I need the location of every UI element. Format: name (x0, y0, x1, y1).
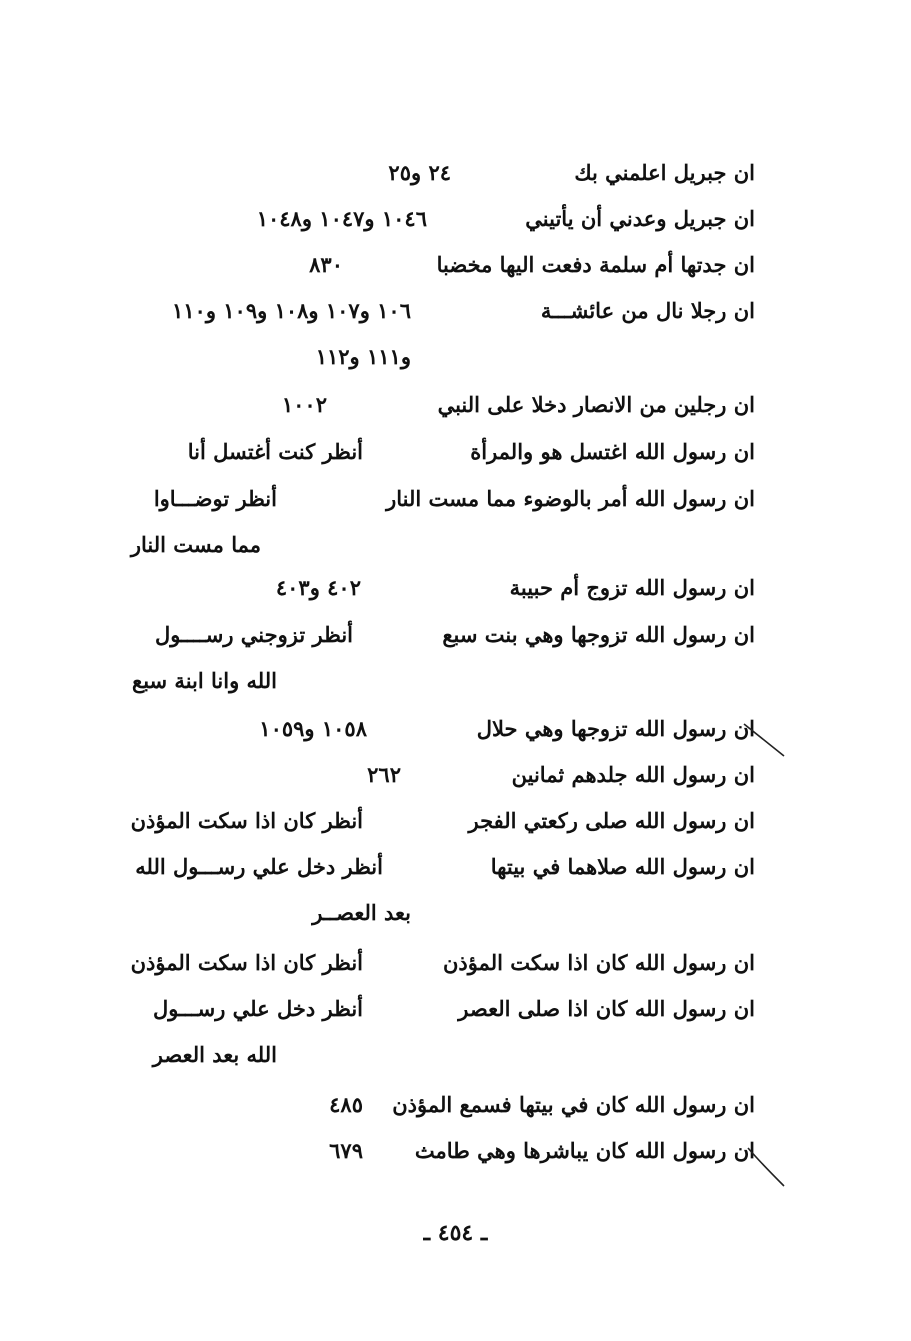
entry-reference: ٨٣٠ (309, 252, 343, 277)
entry-reference: ١٠٠٢ (281, 392, 327, 417)
entry-text: ان رسول الله اغتسل هو والمرأة (470, 439, 755, 464)
entry-text: ان رسول الله كان اذا سكت المؤذن (442, 950, 755, 975)
entry-text: ان رسول الله كان في بيتها فسمع المؤذن (392, 1092, 755, 1117)
entry-reference: أنظر كنت أغتسل أنا (187, 439, 363, 464)
entry-reference: ٤٨٥ (329, 1092, 363, 1117)
entry-reference: أنظر تزوجني رســــول (155, 622, 353, 647)
entry-reference: ٢٦٢ (367, 762, 401, 787)
entry-reference: ١٠٦ و١٠٧ و١٠٨ و١٠٩ و١١٠ (171, 298, 411, 323)
pen-tick-mark (740, 718, 790, 763)
entry-reference: ٦٧٩ (329, 1138, 363, 1163)
entry-text: ان جبريل وعدني أن يأتيني (525, 206, 755, 231)
entry-reference-continued: مما مست النار (130, 532, 261, 557)
entry-text: ان جبريل اعلمني بك (574, 160, 755, 185)
entry-text: ان رسول الله تزوج أم حبيبة (509, 575, 755, 600)
entry-reference: أنظر توضـــاوا (153, 486, 277, 511)
entry-text: ان رجلين من الانصار دخلا على النبي (437, 392, 755, 417)
entry-text: ان رسول الله تزوجها وهي حلال (476, 716, 755, 741)
entry-reference-continued: بعد العصــر (312, 900, 411, 925)
entry-reference: أنظر دخل علي رســـول الله (135, 854, 383, 879)
page-number: ـ ٤٥٤ ـ (423, 1220, 488, 1246)
entry-reference-continued: الله بعد العصر (152, 1042, 277, 1067)
entry-text: ان رجلا نال من عائشـــة (540, 298, 755, 323)
entry-reference: أنظر دخل علي رســـول (153, 996, 363, 1021)
entry-reference: ١٠٤٦ و١٠٤٧ و١٠٤٨ (256, 206, 427, 231)
entry-text: ان جدتها أم سلمة دفعت اليها مخضبا (436, 252, 755, 277)
entry-reference-continued: و١١١ و١١٢ (315, 344, 411, 369)
entry-reference: ٤٠٢ و٤٠٣ (275, 575, 361, 600)
entry-text: ان رسول الله صلاهما في بيتها (490, 854, 755, 879)
entry-text: ان رسول الله تزوجها وهي بنت سبع (442, 622, 755, 647)
entry-reference: ١٠٥٨ و١٠٥٩ (259, 716, 367, 741)
entry-text: ان رسول الله أمر بالوضوء مما مست النار (386, 486, 755, 511)
pen-tick-mark (744, 1142, 790, 1192)
entry-text: ان رسول الله جلدهم ثمانين (511, 762, 755, 787)
entry-text: ان رسول الله صلى ركعتي الفجر (468, 808, 755, 833)
entry-text: ان رسول الله كان اذا صلى العصر (458, 996, 755, 1021)
entry-reference: أنظر كان اذا سكت المؤذن (130, 950, 363, 975)
entry-reference: أنظر كان اذا سكت المؤذن (130, 808, 363, 833)
entry-reference: ٢٤ و٢٥ (388, 160, 451, 185)
entry-text: ان رسول الله كان يباشرها وهي طامث (414, 1138, 755, 1163)
entry-reference-continued: الله وانا ابنة سبع (132, 668, 277, 693)
